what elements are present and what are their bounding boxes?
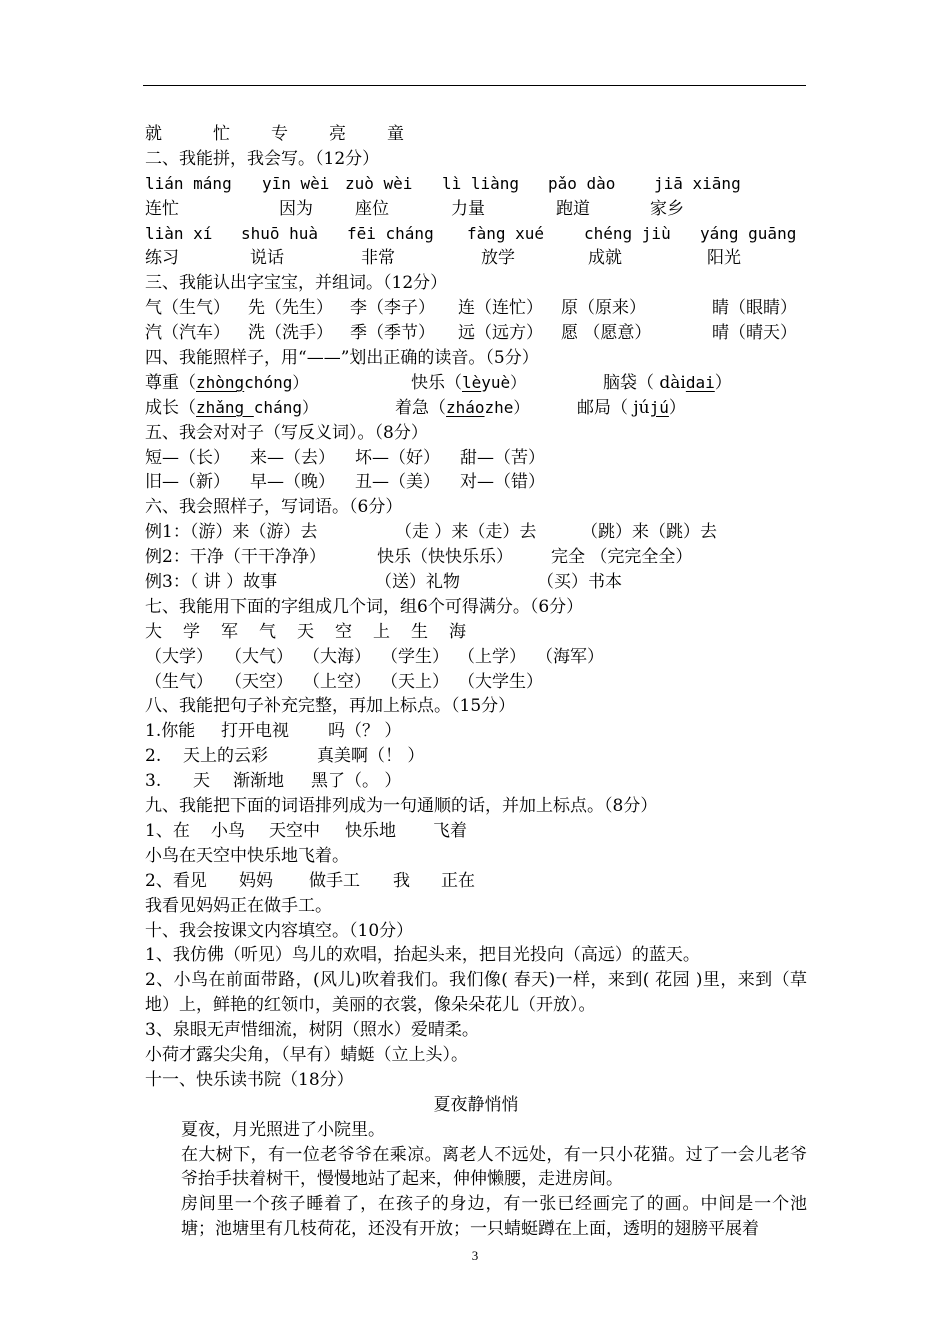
pinyin: liàn xí <box>145 223 213 243</box>
word: 阳光 <box>707 248 741 269</box>
example-item: （送）礼物 <box>375 572 460 593</box>
pinyin: shuō huà <box>241 223 319 243</box>
compound-word: （大气） <box>225 646 293 667</box>
source-char: 海 <box>449 621 466 642</box>
example-item: 例1：（游）来（游）去 <box>145 522 318 543</box>
char-group: 连（连忙） <box>458 298 543 319</box>
word: 说话 <box>250 248 284 269</box>
example-item: （走 ）来（走）去 <box>395 522 537 543</box>
compound-word: （生气） <box>145 671 213 692</box>
compound-word: （天上） <box>381 671 449 692</box>
word: 连忙 <box>145 198 179 219</box>
underlined-pinyin: zhòng <box>196 372 245 392</box>
story-paragraph: 夏夜，月光照进了小院里。 <box>181 1119 385 1140</box>
antonym-pair: 来—（去） <box>250 447 335 468</box>
char-group: 洗（洗手） <box>248 323 333 344</box>
word: 放学 <box>481 248 515 269</box>
word-token: 飞着 <box>433 820 467 841</box>
pinyin: zuò wèi <box>345 173 413 193</box>
page-number: 3 <box>471 1248 479 1263</box>
word-token: 1、在 <box>145 820 190 841</box>
word-token: 天空中 <box>269 820 320 841</box>
char-group: 李（李子） <box>350 298 435 319</box>
antonym-pair: 旧—（新） <box>145 472 230 493</box>
pinyin: lì liàng <box>442 173 520 193</box>
fill-line-2: 2、小鸟在前面带路，(风儿)吹着我们。我们像( 春天)一样，来到( 花园 )里，来到（草地）上，鲜艳的红领巾，美丽的衣裳，像朵朵花儿（开放）。 <box>145 970 807 1016</box>
words-row-1 <box>145 197 807 222</box>
pinyin-row-1 <box>145 172 807 197</box>
top-chars-row <box>145 122 807 147</box>
source-char: 军 <box>221 621 238 642</box>
section-9-title: 九、我能把下面的词语排列成为一句通顺的话，并加上标点。（8分） <box>145 796 658 817</box>
sentence-part: 黑了（。 ） <box>311 771 402 792</box>
sentence-part: 天上的云彩 <box>183 746 268 767</box>
sentence-line-1 <box>145 719 807 744</box>
compound-word: （大海） <box>303 646 371 667</box>
compound-word: （上学） <box>458 646 526 667</box>
section-4-title: 四、我能照样子，用“——”划出正确的读音。（5分） <box>145 348 539 369</box>
pinyin: yáng guāng <box>700 223 797 243</box>
word: 家乡 <box>650 198 684 219</box>
sentence-part: 2. <box>145 746 162 767</box>
compound-row-1 <box>145 645 807 670</box>
section-11-title: 十一、快乐读书院（18分） <box>145 1069 354 1090</box>
reading-item: 邮局（ jújú） <box>577 397 686 418</box>
word-token: 正在 <box>441 870 475 891</box>
compound-row-2 <box>145 670 807 695</box>
pinyin: yīn wèi <box>262 173 330 193</box>
char-group: 原（原来） <box>561 298 646 319</box>
word: 非常 <box>361 248 395 269</box>
story-title: 夏夜静悄悄 <box>433 1094 519 1115</box>
compound-word: （学生） <box>381 646 449 667</box>
source-chars-row <box>145 620 807 645</box>
pinyin: fàng xué <box>467 223 545 243</box>
source-char: 学 <box>183 621 200 642</box>
sentence-part: 渐渐地 <box>233 771 284 792</box>
compound-word: （大学） <box>145 646 213 667</box>
sentence-part: 打开电视 <box>221 721 289 742</box>
section-2-title: 二、我能拼，我会写。（12分） <box>145 148 380 169</box>
word: 成就 <box>588 248 622 269</box>
char-group: 愿 （愿意） <box>561 323 652 344</box>
char-group: 汽（汽车） <box>145 323 230 344</box>
example-row-3 <box>145 570 807 595</box>
char-group: 先（先生） <box>248 298 333 319</box>
char-group: 季（季节） <box>350 323 435 344</box>
reading-item: 成长（zhǎng cháng） <box>145 397 318 418</box>
example-row-1 <box>145 520 807 545</box>
antonym-pair: 短—（长） <box>145 447 230 468</box>
section-3-title: 三、我能认出字宝宝，并组词。（12分） <box>145 273 448 294</box>
fill-line-3: 3、泉眼无声惜细流，树阴（照水）爱晴柔。 <box>145 1020 479 1041</box>
example-row-2 <box>145 545 807 570</box>
reading-item: 快乐（lèyuè） <box>411 372 527 393</box>
compound-word: （海军） <box>536 646 604 667</box>
word: 座位 <box>355 198 389 219</box>
sentence-part: 吗（？ ） <box>328 721 402 742</box>
pinyin: chéng jiù <box>584 223 671 243</box>
fill-line-4: 小荷才露尖尖角，（早有）蜻蜓（立上头）。 <box>145 1044 468 1065</box>
char-group: 气（生气） <box>145 298 230 319</box>
reading-item: 脑袋（ dàidai） <box>603 372 732 393</box>
section-8-title: 八、我能把句子补充完整，再加上标点。（15分） <box>145 696 516 717</box>
pinyin: lián máng <box>145 173 232 193</box>
underlined-pinyin: zhǎng <box>196 397 254 417</box>
compound-word: （天空） <box>225 671 293 692</box>
underlined-pinyin: dai <box>685 372 715 392</box>
sentence-part: 天 <box>193 771 210 792</box>
header-rule <box>143 85 806 86</box>
source-char: 气 <box>259 621 276 642</box>
word-token: 妈妈 <box>239 870 273 891</box>
story-paragraph: 房间里一个孩子睡着了，在孩子的身边，有一张已经画完了的画。中间是一个池塘；池塘里有几枝荷花，还没有开放；一只蜻蜓蹲在上面，透明的翅膀平展着 <box>181 1194 807 1240</box>
section-6-title: 六、我会照样子，写词语。（6分） <box>145 497 403 518</box>
example-item: 例2：干净（干干净净） <box>145 547 326 568</box>
section-10-title: 十、我会按课文内容填空。（10分） <box>145 920 414 941</box>
story-paragraph: 在大树下，有一位老爷爷在乘凉。离老人不远处，有一只小花猫。过了一会儿老爷爷抬手扶着树干，慢慢地站了起来，伸伸懒腰，走进房间。 <box>181 1144 807 1190</box>
underlined-pinyin: zháo <box>446 397 485 417</box>
antonym-row-2 <box>145 470 807 495</box>
sentence-part: 真美啊（！ ） <box>317 746 425 767</box>
example-item: （跳）来（跳）去 <box>581 522 717 543</box>
source-char: 大 <box>145 621 162 642</box>
section-7-title: 七、我能用下面的字组成几个词，组6个可得满分。（6分） <box>145 596 584 617</box>
words-row-2 <box>145 246 807 271</box>
example-item: 例3：（ 讲 ）故事 <box>145 572 278 593</box>
sentence-line-3 <box>145 769 807 794</box>
word-token: 快乐地 <box>345 820 396 841</box>
word-order-question-2 <box>145 869 807 894</box>
char: 专 <box>271 124 288 144</box>
antonym-row-1 <box>145 446 807 471</box>
word-token: 2、看见 <box>145 870 207 891</box>
source-char: 空 <box>335 621 352 642</box>
char: 亮 <box>329 124 346 144</box>
word-order-answer-1: 小鸟在天空中快乐地飞着。 <box>145 845 349 866</box>
reading-row-2 <box>145 396 807 421</box>
compound-word: （大学生） <box>458 671 543 692</box>
word: 因为 <box>279 198 313 219</box>
word-token: 我 <box>393 870 410 891</box>
word: 练习 <box>145 248 179 269</box>
antonym-pair: 丑—（美） <box>355 472 440 493</box>
char-group: 睛（眼睛） <box>712 298 797 319</box>
source-char: 上 <box>373 621 390 642</box>
example-item: （买）书本 <box>537 572 622 593</box>
word-token: 小鸟 <box>211 820 245 841</box>
antonym-pair: 早—（晚） <box>250 472 335 493</box>
word-order-answer-2: 我看见妈妈正在做手工。 <box>145 895 332 916</box>
reading-item: 尊重（zhòngchóng） <box>145 372 309 393</box>
word: 跑道 <box>556 198 590 219</box>
underlined-pinyin: lè <box>462 372 482 392</box>
char: 忙 <box>213 124 230 144</box>
char-group: 晴（晴天） <box>712 323 797 344</box>
antonym-pair: 对—（错） <box>460 472 545 493</box>
example-item: 完全 （完完全全） <box>551 547 693 568</box>
fill-line-1: 1、我仿佛（听见）鸟儿的欢唱，抬起头来，把目光投向（高远）的蓝天。 <box>145 945 700 966</box>
reading-item: 着急（zháozhe） <box>395 397 530 418</box>
sentence-line-2 <box>145 744 807 769</box>
antonym-pair: 甜—（苦） <box>460 447 545 468</box>
compound-word: （上空） <box>303 671 371 692</box>
reading-row-1 <box>145 371 807 396</box>
char-group-row-2 <box>145 321 807 346</box>
source-char: 生 <box>411 621 428 642</box>
example-item: 快乐（快快乐乐） <box>377 547 513 568</box>
sentence-part: 1.你能 <box>145 721 196 742</box>
word-token: 做手工 <box>309 870 360 891</box>
section-5-title: 五、我会对对子（写反义词）。（8分） <box>145 422 428 443</box>
word-order-question-1 <box>145 819 807 844</box>
char-group-row-1 <box>145 296 807 321</box>
char-group: 远（远方） <box>458 323 543 344</box>
pinyin: jiā xiāng <box>654 173 741 193</box>
underlined-pinyin: jú <box>649 397 669 417</box>
word: 力量 <box>451 198 485 219</box>
source-char: 天 <box>297 621 314 642</box>
char: 童 <box>387 124 404 144</box>
char: 就 <box>145 124 162 144</box>
pinyin-row-2 <box>145 222 807 247</box>
worksheet-page <box>145 122 807 1242</box>
pinyin: pǎo dào <box>548 173 616 193</box>
sentence-part: 3. <box>145 771 162 792</box>
pinyin: fēi cháng <box>347 223 434 243</box>
antonym-pair: 坏—（好） <box>355 447 440 468</box>
